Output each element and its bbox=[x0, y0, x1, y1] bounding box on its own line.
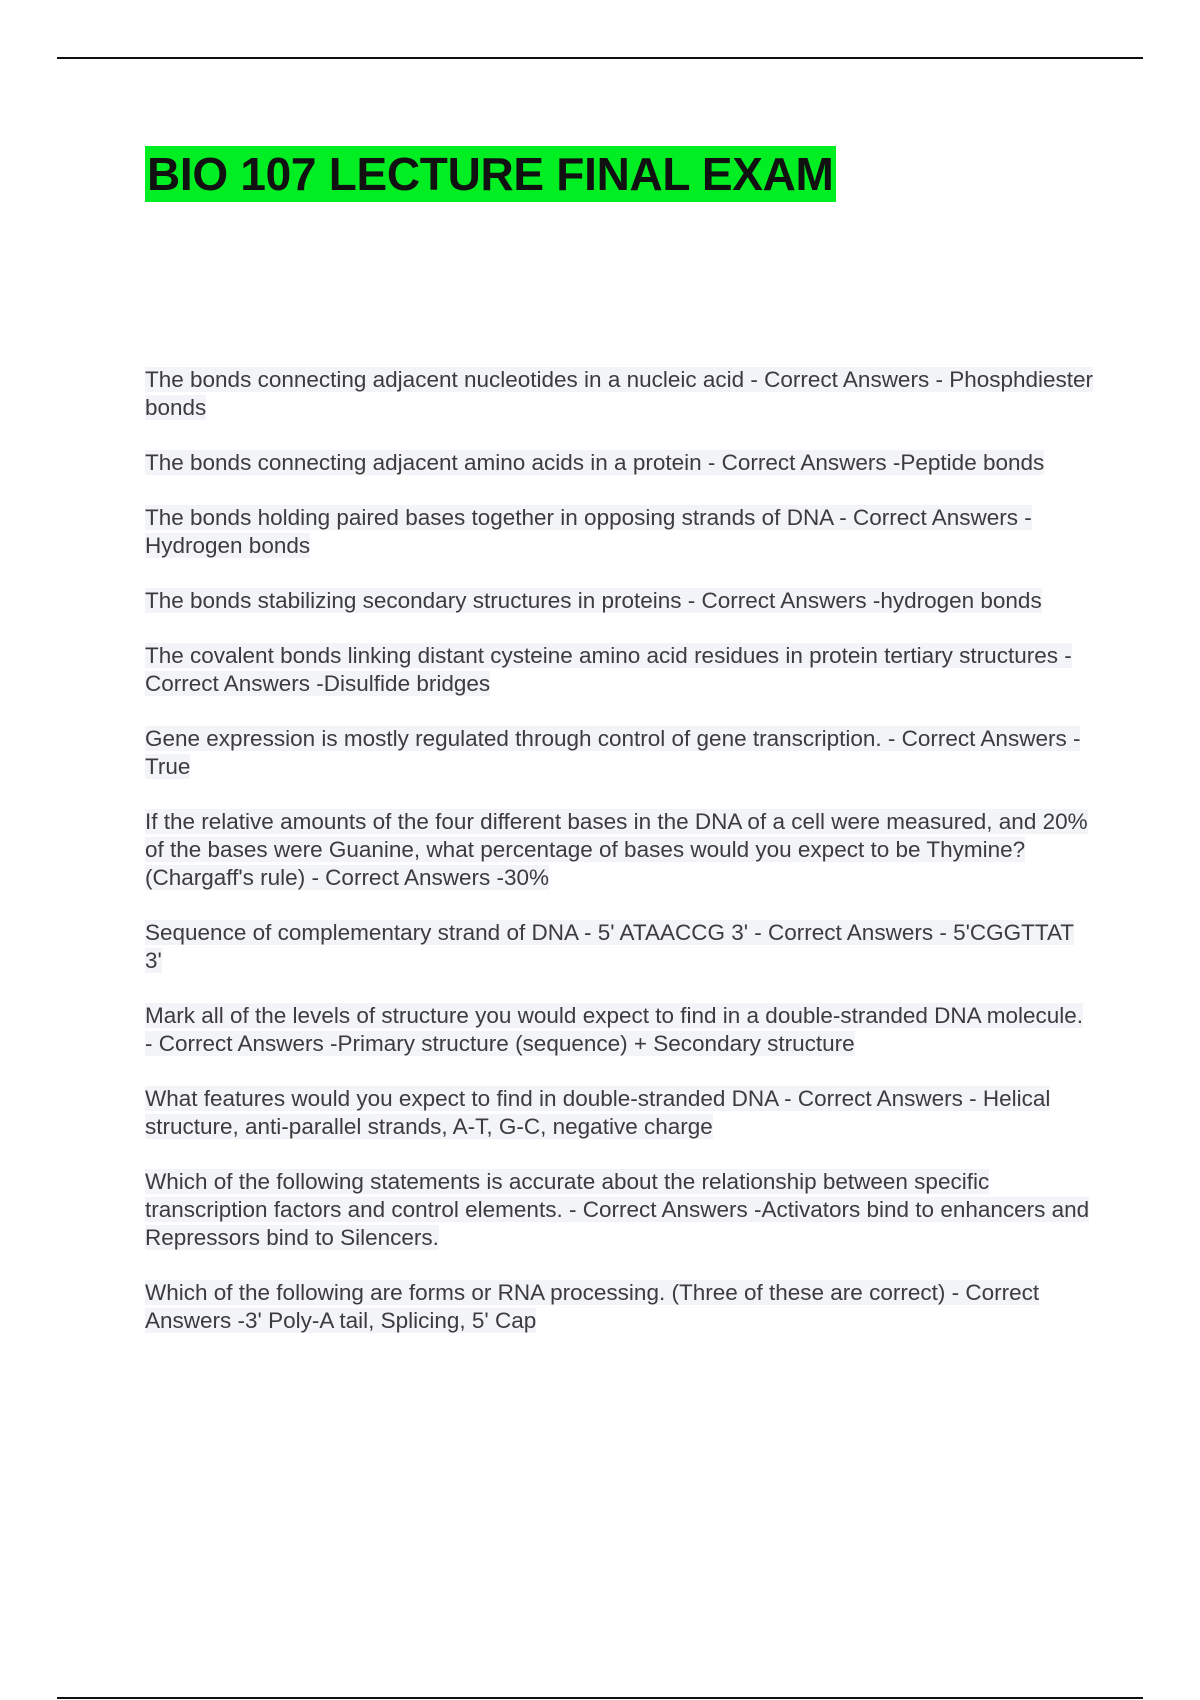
footer-rule bbox=[57, 1697, 1143, 1699]
qa-item bbox=[145, 449, 1095, 477]
qa-item bbox=[145, 366, 1095, 422]
qa-item-text: Which of the following statements is accurate about the relationship between specific transcription factors and control elements. - Correct Answers -Activators bind to enhancers and Repressors bind to Silencers. bbox=[145, 1169, 1090, 1250]
qa-list bbox=[145, 366, 1095, 1362]
header-rule bbox=[57, 57, 1143, 59]
page-title: BIO 107 LECTURE FINAL EXAM bbox=[147, 148, 834, 200]
qa-item-text: The bonds connecting adjacent amino acids in a protein - Correct Answers -Peptide bonds bbox=[145, 450, 1045, 475]
qa-item bbox=[145, 504, 1095, 560]
qa-item-text: The bonds connecting adjacent nucleotides in a nucleic acid - Correct Answers - Phosphdiester bonds bbox=[145, 367, 1094, 420]
qa-item-text: Mark all of the levels of structure you would expect to find in a double-stranded DNA molecule. - Correct Answers -Primary structure (sequence) + Secondary structure bbox=[145, 1003, 1083, 1056]
qa-item bbox=[145, 642, 1095, 698]
qa-item-text: Sequence of complementary strand of DNA - 5' ATAACCG 3' - Correct Answers - 5'CGGTTAT 3' bbox=[145, 920, 1075, 973]
qa-item bbox=[145, 1085, 1095, 1141]
qa-item-text: The bonds holding paired bases together in opposing strands of DNA - Correct Answers -Hydrogen bonds bbox=[145, 505, 1032, 558]
qa-item bbox=[145, 1168, 1095, 1252]
qa-item bbox=[145, 808, 1095, 892]
qa-item-text: The covalent bonds linking distant cysteine amino acid residues in protein tertiary structures - Correct Answers -Disulfide bridges bbox=[145, 643, 1072, 696]
qa-item-text: If the relative amounts of the four different bases in the DNA of a cell were measured, and 20% of the bases were Guanine, what percentage of bases would you expect to be Thymine? (Chargaff's rule) - Correct Answers -30% bbox=[145, 809, 1088, 890]
qa-item-text: Gene expression is mostly regulated through control of gene transcription. - Correct Answers -True bbox=[145, 726, 1081, 779]
qa-item bbox=[145, 725, 1095, 781]
qa-item bbox=[145, 919, 1095, 975]
qa-item-text: The bonds stabilizing secondary structures in proteins - Correct Answers -hydrogen bonds bbox=[145, 588, 1042, 613]
title-block bbox=[145, 146, 836, 202]
qa-item bbox=[145, 1002, 1095, 1058]
qa-item bbox=[145, 587, 1095, 615]
qa-item bbox=[145, 1279, 1095, 1335]
qa-item-text: Which of the following are forms or RNA processing. (Three of these are correct) - Correct Answers -3' Poly-A tail, Splicing, 5' Cap bbox=[145, 1280, 1040, 1333]
qa-item-text: What features would you expect to find in double-stranded DNA - Correct Answers - Helical structure, anti-parallel strands, A-T, G-C, negative charge bbox=[145, 1086, 1051, 1139]
